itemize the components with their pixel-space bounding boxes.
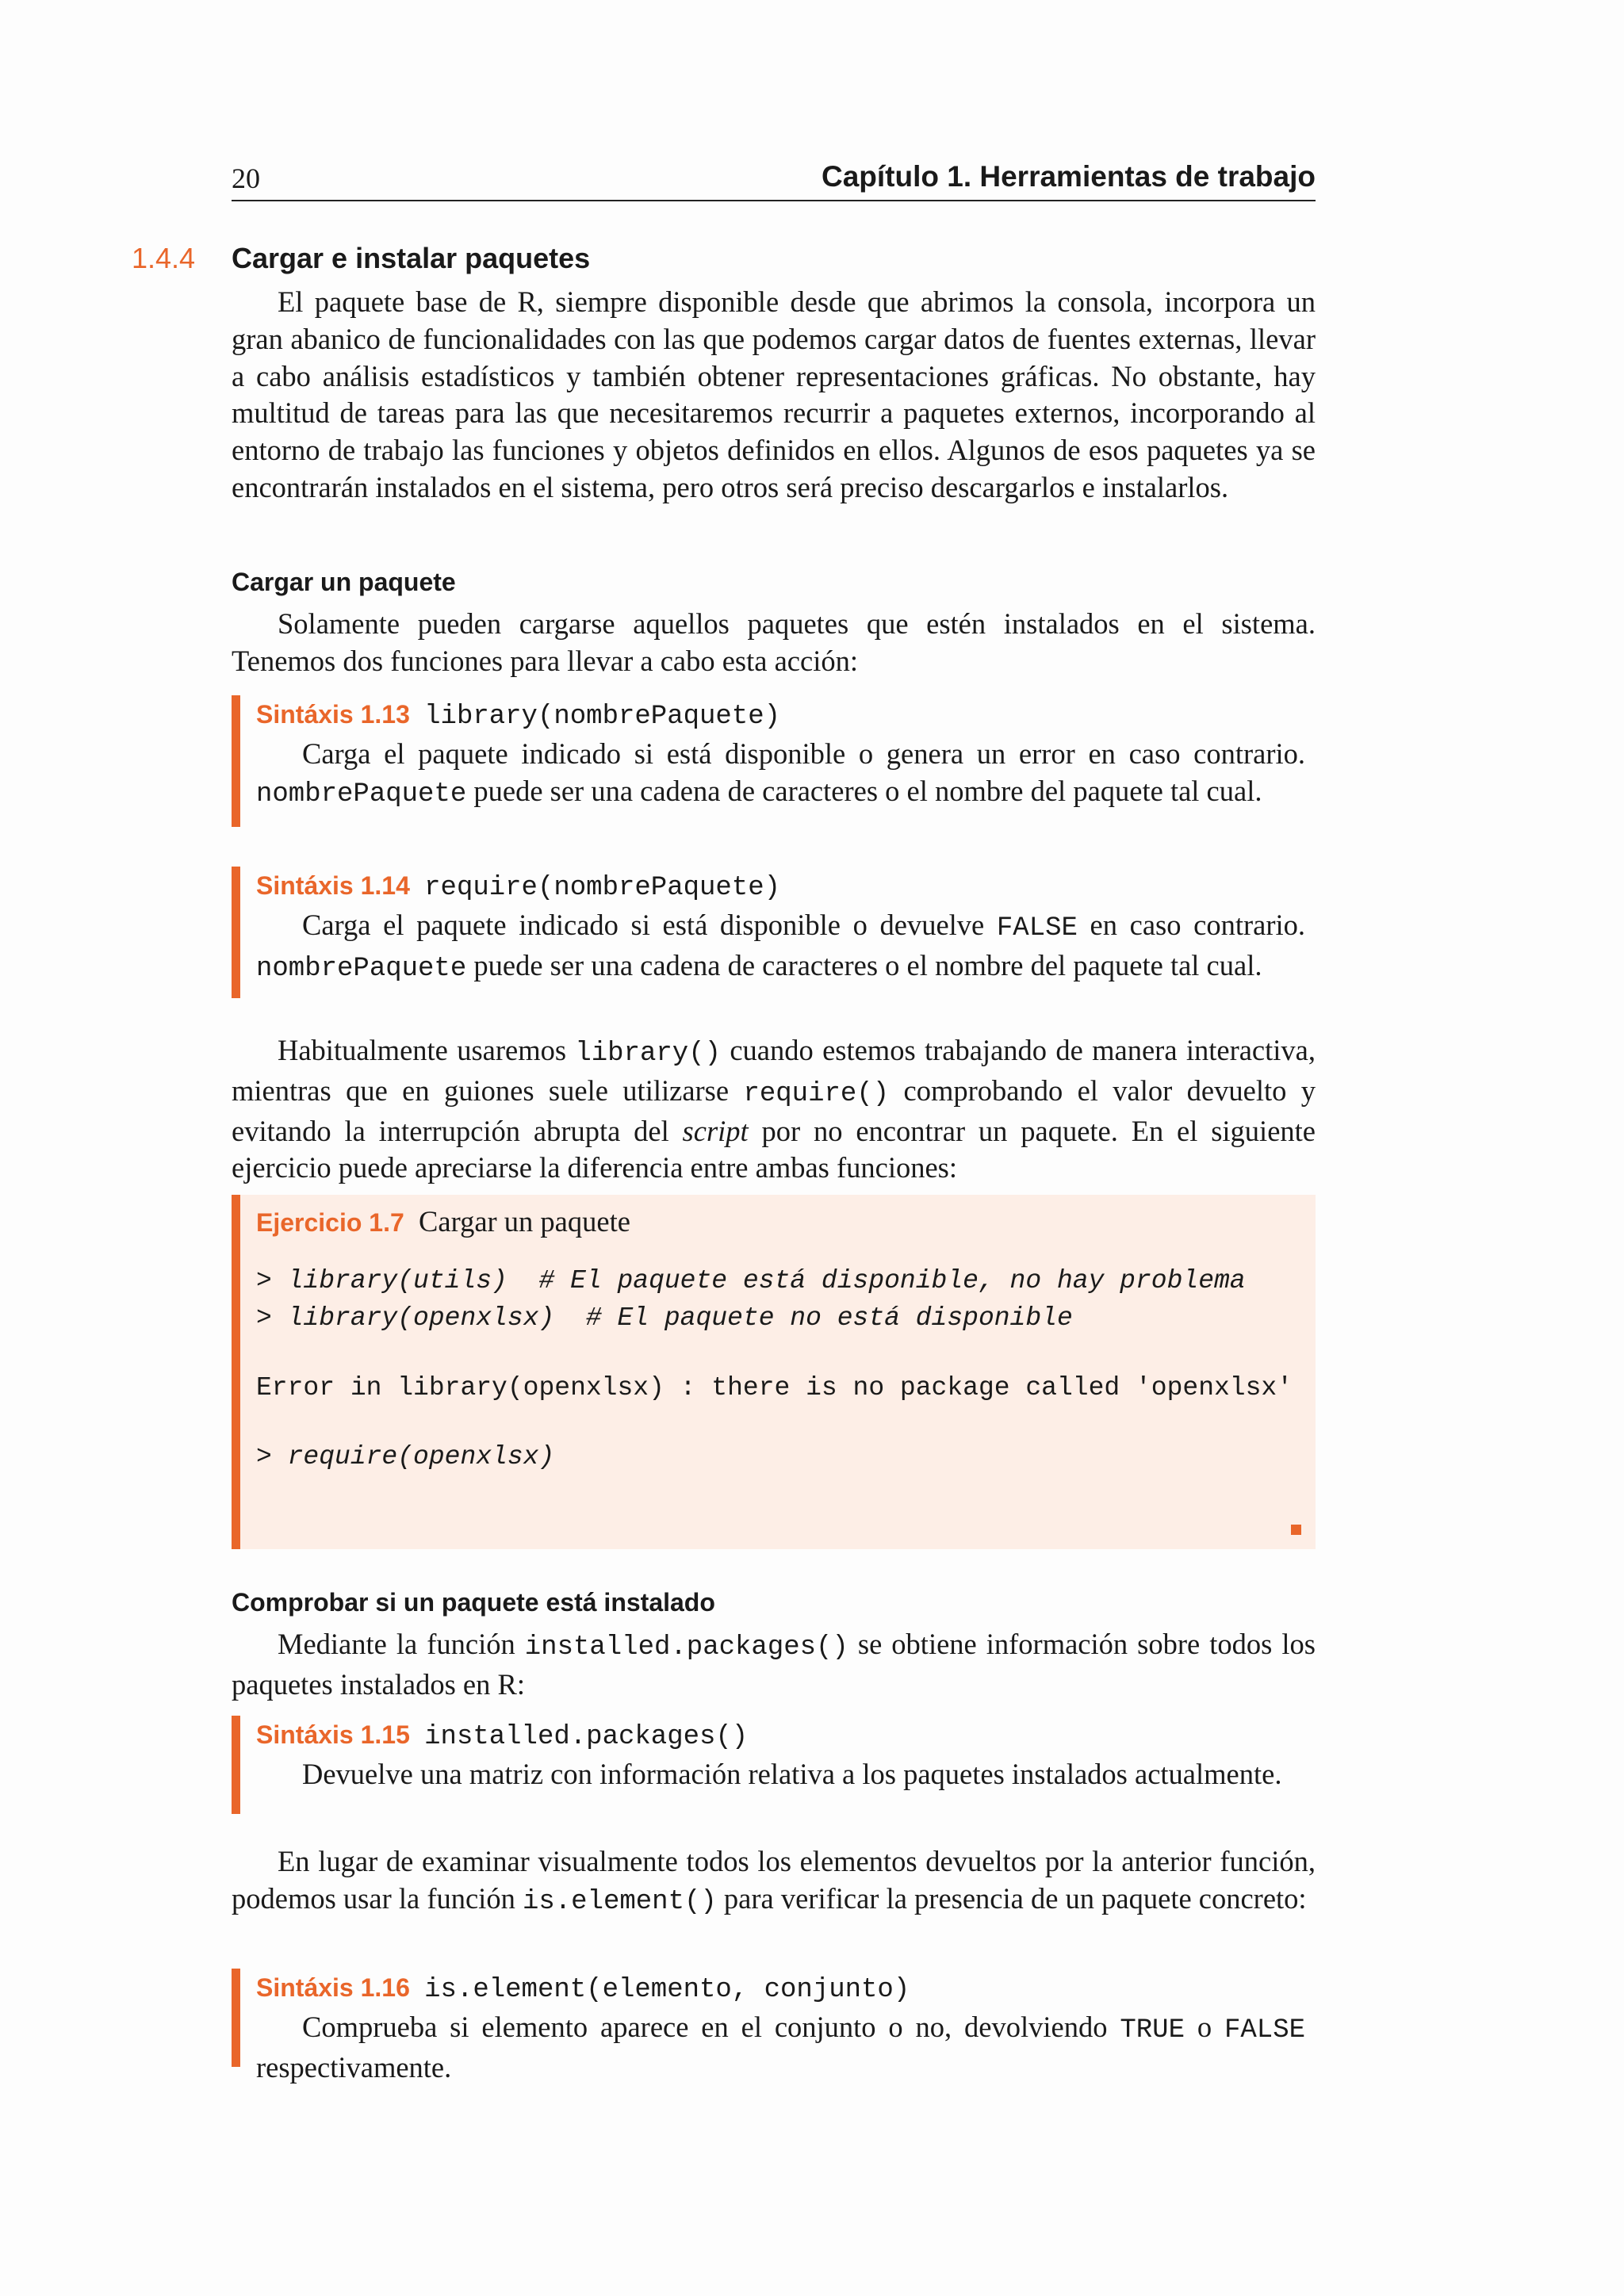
syntax-description: Carga el paquete indicado si está disponible o devuelve FALSE en caso contrario. nombrePaquete puede ser una cadena de caracteres o el nombre del paquete tal cual. [256,908,1305,984]
syntax-box-1-14 [232,867,1305,987]
load-intro-paragraph: Solamente pueden cargarse aquellos paquetes que estén instalados en el sistema. Tenemos dos funciones para llevar a cabo esta acción: [232,607,1316,677]
code-line: > library(openxlsx) # El paquete no está disponible [256,1303,1073,1333]
syntax-signature: installed.packages() [424,1722,749,1752]
syntax-accent-bar [232,695,240,827]
usage-paragraph: Habitualmente usaremos library() cuando estemos trabajando de manera interactiva, mientras que en guiones suele utilizarse require() comprobando el valor devuelto y evitando la interrupción abrupta del script por no encontrar un paquete. En el siguiente ejercicio puede apreciarse la diferencia entre ambas funciones: [232,1034,1316,1184]
syntax-description: Carga el paquete indicado si está disponible o genera un error en caso contrario. nombrePaquete puede ser una cadena de caracteres o el nombre del paquete tal cual. [256,737,1305,809]
syntax-box-1-13 [232,695,1305,813]
syntax-signature: library(nombrePaquete) [424,702,781,732]
syntax-box-1-16 [232,1969,1305,2086]
exercise-accent-bar [232,1195,240,1549]
element-paragraph: En lugar de examinar visualmente todos los elementos devueltos por la anterior función, podemos usar la función is.element() para verificar la presencia de un paquete concreto: [232,1845,1316,1917]
syntax-signature: require(nombrePaquete) [424,873,781,903]
exercise-title: Cargar un paquete [419,1205,630,1238]
syntax-description: Devuelve una matriz con información relativa a los paquetes instalados actualmente. [302,1757,1282,1790]
chapter-title: Capítulo 1. Herramientas de trabajo [821,160,1316,193]
syntax-accent-bar [232,867,240,998]
page-number: 20 [232,163,260,194]
syntax-signature: is.element(elemento, conjunto) [424,1975,910,2005]
end-of-exercise-mark [1291,1525,1301,1535]
syntax-label: Sintáxis 1.15 [256,1720,410,1749]
code-error-output: Error in library(openxlsx) : there is no package called 'openxlsx' [256,1373,1293,1402]
syntax-label: Sintáxis 1.16 [256,1973,410,2002]
exercise-box [232,1195,1316,1549]
section-number: 1.4.4 [132,242,196,274]
syntax-label: Sintáxis 1.14 [256,871,410,900]
section-intro-paragraph: El paquete base de R, siempre disponible desde que abrimos la consola, incorpora un gran abanico de funcionalidades con las que podemos cargar datos de fuentes externas, llevar a cabo análisis estadísticos y también obtener representaciones gráficas. No obstante, hay multitud de tareas para las que necesitaremos recurrir a paquetes externos, incorporando al entorno de trabajo las funciones y objetos definidos en ellos. Algunos de esos paquetes ya se encontrarán instalados en el sistema, pero otros será preciso descargarlos e instalarlos. [232,285,1316,503]
syntax-accent-bar [232,1969,240,2067]
syntax-accent-bar [232,1716,240,1814]
code-line: > require(openxlsx) [256,1442,555,1471]
syntax-description: Comprueba si elemento aparece en el conjunto o no, devolviendo TRUE o FALSE respectivamente. [256,2010,1306,2084]
section-title: Cargar e instalar paquetes [232,242,591,274]
syntax-box-1-15 [232,1716,1305,1793]
subsection-title-load: Cargar un paquete [232,568,456,596]
syntax-label: Sintáxis 1.13 [256,700,410,729]
header-rule [232,200,1316,201]
check-intro-paragraph: Mediante la función installed.packages() se obtiene información sobre todos los paquetes instalados en R: [232,1628,1316,1701]
exercise-heading [256,1204,630,1238]
subsection-title-check: Comprobar si un paquete está instalado [232,1588,715,1617]
code-line: > library(utils) # El paquete está disponible, no hay problema [256,1266,1246,1295]
exercise-label: Ejercicio 1.7 [256,1208,404,1237]
